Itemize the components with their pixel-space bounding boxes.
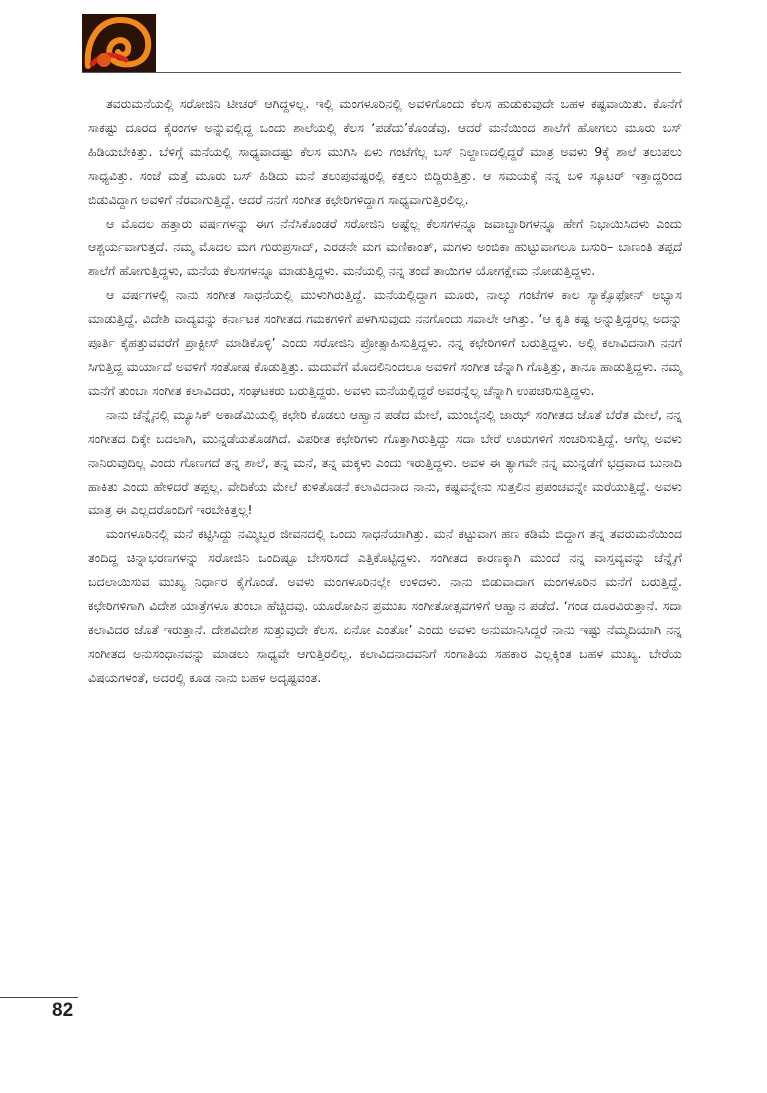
footer-divider <box>0 997 78 998</box>
paragraph: ತವರುಮನೆಯಲ್ಲಿ ಸರೋಜಿನಿ ಟೀಚರ್ ಆಗಿದ್ದಳಲ್ಲ. ಇಲ್ಲಿ ಮಂಗಳೂರಿನಲ್ಲಿ ಅವಳಿಗೊಂದು ಕೆಲಸ ಹುಡುಕುವುದೇ ಬಹಳ ಕಷ್ಟವಾಯಿತು. ಕೊನೆಗೆ ಸಾಕಷ್ಟು ದೂರದ ಕೈರಂಗಳ ಅನ್ನುವಲ್ಲಿದ್ದ ಒಂದು ಶಾಲೆಯಲ್ಲಿ ಕೆಲಸ ‘ಪಡೆದು’ಕೊಂಡೆವು. ಆದರೆ ಮನೆಯಿಂದ ಶಾಲೆಗೆ ಹೋಗಲು ಮೂರು ಬಸ್ ಹಿಡಿಯಬೇಕಿತ್ತು. ಬೆಳಿಗ್ಗೆ ಮನೆಯಲ್ಲಿ ಸಾಧ್ಯವಾದಷ್ಟು ಕೆಲಸ ಮುಗಿಸಿ ಏಳು ಗಂಟೆಗೆಲ್ಲ ಬಸ್ ನಿಲ್ದಾಣದಲ್ಲಿದ್ದರೆ ಮಾತ್ರ ಅವಳು 9ಕ್ಕೆ ಶಾಲೆ ತಲುಪಲು ಸಾಧ್ಯವಿತ್ತು. ಸಂಜೆ ಮತ್ತೆ ಮೂರು ಬಸ್ ಹಿಡಿದು ಮನೆ ತಲುಪುವಷ್ಟರಲ್ಲಿ ಕತ್ತಲು ಬಿದ್ದಿರುತ್ತಿತ್ತು. ಆ ಸಮಯಕ್ಕೆ ನನ್ನ ಬಳಿ ಸ್ಕೂಟರ್ ಇತ್ತಾದ್ದರಿಂದ ಬಿಡುವಿದ್ದಾಗ ಅವಳಿಗೆ ನೆರವಾಗುತ್ತಿದ್ದೆ. ಆದರೆ ನನಗೆ ಸಂಗೀತ ಕಛೇರಿಗಳಿದ್ದಾಗ ಸಾಧ್ಯವಾಗುತ್ತಿರಲಿಲ್ಲ. <box>88 96 682 207</box>
spiral-shell-logo-icon <box>82 14 156 72</box>
paragraph: ಮಂಗಳೂರಿನಲ್ಲಿ ಮನೆ ಕಟ್ಟಿಸಿದ್ದು ನಮ್ಮಿಬ್ಬರ ಜೀವನದಲ್ಲಿ ಒಂದು ಸಾಧನೆಯಾಗಿತ್ತು. ಮನೆ ಕಟ್ಟುವಾಗ ಹಣ ಕಡಿಮೆ ಬಿದ್ದಾಗ ತನ್ನ ತವರುಮನೆಯಿಂದ ತಂದಿದ್ದ ಚಿನ್ನಾಭರಣಗಳನ್ನು ಸರೋಜಿನಿ ಒಂದಿಷ್ಟೂ ಬೇಸರಿಸದೆ ಎತ್ತಿಕೊಟ್ಟಿದ್ದಳು. ಸಂಗೀತದ ಕಾರಣಕ್ಕಾಗಿ ಮುಂದೆ ನನ್ನ ವಾಸ್ತವ್ಯವನ್ನು ಚೆನ್ನೈಗೆ ಬದಲಾಯಿಸುವ ಮುಖ್ಯ ನಿರ್ಧಾರ ಕೈಗೊಂಡೆ. ಅವಳು ಮಂಗಳೂರಿನಲ್ಲೇ ಉಳಿದಳು. ನಾನು ಬಿಡುವಾದಾಗ ಮಂಗಳೂರಿನ ಮನೆಗೆ ಬರುತ್ತಿದ್ದೆ. ಕಛೇರಿಗಳಿಗಾಗಿ ವಿದೇಶ ಯಾತ್ರೆಗಳೂ ತುಂಬಾ ಹೆಚ್ಚಿದವು. ಯೂರೋಪಿನ ಪ್ರಮುಖ ಸಂಗೀತೋತ್ಸವಗಳಿಗೆ ಆಹ್ವಾನ ಪಡೆದೆ. ‘ಗಂಡ ದೂರವಿರುತ್ತಾನೆ. ಸದಾ ಕಲಾವಿದರ ಜೊತೆ ಇರುತ್ತಾನೆ. ದೇಶವಿದೇಶ ಸುತ್ತುವುದೇ ಕೆಲಸ. ಏನೋ ಎಂತೋ’ ಎಂದು ಅವಳು ಅನುಮಾನಿಸಿದ್ದರೆ ನಾನು ಇಷ್ಟು ನೆಮ್ಮದಿಯಾಗಿ ನನ್ನ ಸಂಗೀತದ ಅನುಸಂಧಾನವನ್ನು ಮಾಡಲು ಸಾಧ್ಯವೇ ಆಗುತ್ತಿರಲಿಲ್ಲ. ಕಲಾವಿದನಾದವನಿಗೆ ಸಂಗಾತಿಯ ಸಹಕಾರ ಎಲ್ಲಕ್ಕಿಂತ ಬಹಳ ಮುಖ್ಯ. ಬೇರೆಯ ವಿಷಯಗಳಂತೆ, ಅದರಲ್ಲಿ ಕೂಡ ನಾನು ಬಹಳ ಅದೃಷ್ಟವಂತ. <box>88 526 682 685</box>
article-body <box>88 92 682 690</box>
paragraph: ನಾನು ಚೆನ್ನೈನಲ್ಲಿ ಮ್ಯೂಸಿಕ್ ಅಕಾಡೆಮಿಯಲ್ಲಿ ಕಛೇರಿ ಕೊಡಲು ಆಹ್ವಾನ ಪಡೆದ ಮೇಲೆ, ಮುಂಬೈನಲ್ಲಿ ಜಾಝ್ ಸಂಗೀತದ ಜೊತೆ ಬೆರೆತ ಮೇಲೆ, ನನ್ನ ಸಂಗೀತದ ದಿಕ್ಕೇ ಬದಲಾಗಿ, ಮುನ್ನಡೆಯತೊಡಗಿದೆ. ವಿಪರೀತ ಕಛೇರಿಗಳು ಗೊತ್ತಾಗಿರುತ್ತಿದ್ದು ಸದಾ ಬೇರೆ ಊರುಗಳಿಗೆ ಸಂಚರಿಸುತ್ತಿದ್ದೆ. ಆಗೆಲ್ಲ ಅವಳು ನಾನಿರುವುದಿಲ್ಲ ಎಂದು ಗೊಣಗದೆ ತನ್ನ ಶಾಲೆ, ತನ್ನ ಮನೆ, ತನ್ನ ಮಕ್ಕಳು ಎಂದು ಇರುತ್ತಿದ್ದಳು. ಅವಳ ಈ ತ್ಯಾಗವೇ ನನ್ನ ಮುನ್ನಡೆಗೆ ಭದ್ರವಾದ ಬುನಾದಿ ಹಾಕಿತು ಎಂದು ಹೇಳಿದರೆ ತಪ್ಪಲ್ಲ. ವೇದಿಕೆಯ ಮೇಲೆ ಕುಳಿತೊಡನೆ ಕಲಾವಿದನಾದ ನಾನು, ಕಷ್ಟವನ್ನೇನು ಸುತ್ತಲಿನ ಪ್ರಪಂಚವನ್ನೇ ಮರೆಯುತ್ತಿದ್ದೆ. ಅವಳು ಮಾತ್ರ ಈ ಎಲ್ಲದರೊಂದಿಗೆ ಇರಬೇಕಿತ್ತಲ್ಲ! <box>88 406 682 518</box>
page-number: 82 <box>52 1000 74 1021</box>
paragraph: ಆ ವರ್ಷಗಳಲ್ಲಿ ನಾನು ಸಂಗೀತ ಸಾಧನೆಯಲ್ಲಿ ಮುಳುಗಿರುತ್ತಿದ್ದೆ. ಮನೆಯಲ್ಲಿದ್ದಾಗ ಮೂರು, ನಾಲ್ಕು ಗಂಟೆಗಳ ಕಾಲ ಸ್ಯಾಕ್ಸೊಫೋನ್ ಅಭ್ಯಾಸ ಮಾಡುತ್ತಿದ್ದೆ. ವಿದೇಶಿ ವಾದ್ಯವನ್ನು ಕರ್ನಾಟಕ ಸಂಗೀತದ ಗಮಕಗಳಿಗೆ ಪಳಗಿಸುವುದು ನನಗೊಂದು ಸವಾಲೇ ಆಗಿತ್ತು. ‘ಆ ಕೃತಿ ಕಷ್ಟ ಅನ್ನುತ್ತಿದ್ದರಲ್ಲ ಅದನ್ನು ಪೂರ್ತಿ ಕೈಹತ್ತುವವರೆಗೆ ಪ್ರಾಕ್ಟೀಸ್ ಮಾಡಿಕೊಳ್ಳಿ’ ಎಂದು ಸರೋಜಿನಿ ಪ್ರೋತ್ಸಾಹಿಸುತ್ತಿದ್ದಳು. ನನ್ನ ಕಛೇರಿಗಳಿಗೆ ಬರುತ್ತಿದ್ದಳು. ಅಲ್ಲಿ ಕಲಾವಿದನಾಗಿ ನನಗೆ ಸಿಗುತ್ತಿದ್ದ ಮರ್ಯಾದೆ ಅವಳಿಗೆ ಸಂತೋಷ ಕೊಡುತ್ತಿತ್ತು. ಮದುವೆಗೆ ಮೊದಲಿನಿಂದಲೂ ಅವಳಿಗೆ ಸಂಗೀತ ಚೆನ್ನಾಗಿ ಗೊತ್ತಿತ್ತು, ತಾನೂ ಹಾಡುತ್ತಿದ್ದಳು. ನಮ್ಮ ಮನೆಗೆ ತುಂಬಾ ಸಂಗೀತ ಕಲಾವಿದರು, ಸಂಘಟಕರು ಬರುತ್ತಿದ್ದರು. ಅವಳು ಮನೆಯಲ್ಲಿದ್ದರೆ ಅವರನ್ನೆಲ್ಲ ಚೆನ್ನಾಗಿ ಉಪಚರಿಸುತ್ತಿದ್ದಳು. <box>88 287 682 398</box>
paragraph: ಆ ಮೊದಲ ಹತ್ತಾರು ವರ್ಷಗಳನ್ನು ಈಗ ನೆನೆಸಿಕೊಂಡರೆ ಸರೋಜಿನಿ ಅಷ್ಟೆಲ್ಲ ಕೆಲಸಗಳನ್ನೂ ಜವಾಬ್ದಾರಿಗಳನ್ನೂ ಹೇಗೆ ನಿಭಾಯಿಸಿದಳು ಎಂದು ಆಶ್ಚರ್ಯವಾಗುತ್ತದೆ. ನಮ್ಮ ಮೊದಲ ಮಗ ಗುರುಪ್ರಸಾದ್, ಎರಡನೇ ಮಗ ಮಣಿಕಾಂತ್, ಮಗಳು ಅಂಬಿಕಾ ಹುಟ್ಟುವಾಗಲೂ ಬಸುರಿ– ಬಾಣಂತಿ ತಪ್ಪದೆ ಶಾಲೆಗೆ ಹೋಗುತ್ತಿದ್ದಳು, ಮನೆಯ ಕೆಲಸಗಳನ್ನೂ ಮಾಡುತ್ತಿದ್ದಳು. ಮನೆಯಲ್ಲಿ ನನ್ನ ತಂದೆ ತಾಯಿಗಳ ಯೋಗಕ್ಷೇಮ ನೋಡುತ್ತಿದ್ದಳು. <box>88 215 682 279</box>
header-divider <box>82 72 681 73</box>
